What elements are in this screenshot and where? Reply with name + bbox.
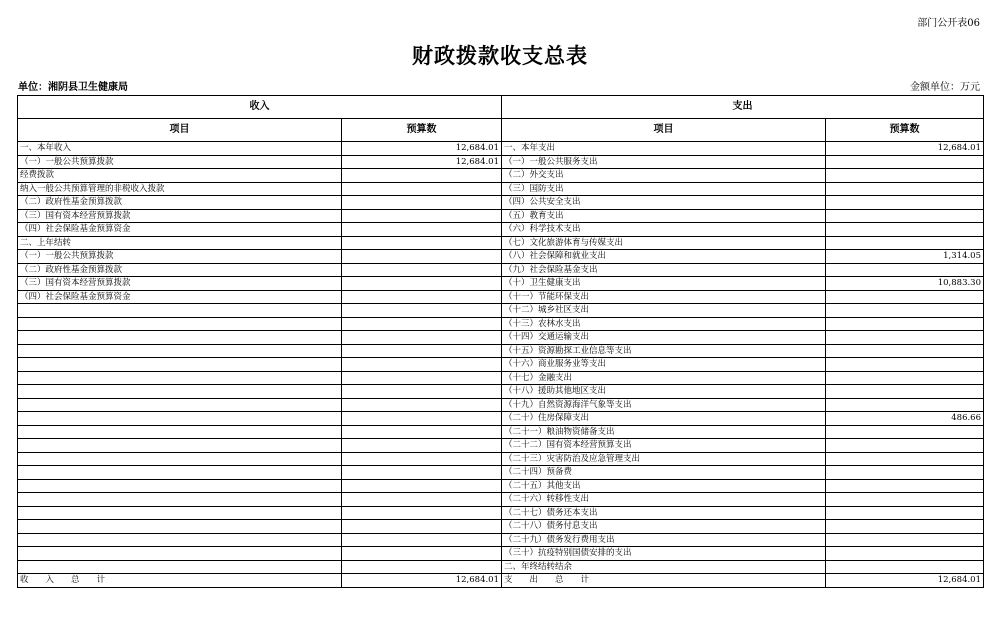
expense-value-cell <box>826 493 984 507</box>
expense-item-cell: （二十三）灾害防治及应急管理支出 <box>502 452 826 466</box>
expense-value-cell <box>826 223 984 237</box>
expense-value-cell <box>826 547 984 561</box>
expense-item-cell: （七）文化旅游体育与传媒支出 <box>502 236 826 250</box>
expense-item-cell: （三）国防支出 <box>502 182 826 196</box>
income-item-cell <box>18 358 342 372</box>
table-row <box>18 344 984 358</box>
expense-item-cell: （六）科学技术支出 <box>502 223 826 237</box>
income-item-cell: （二）政府性基金预算拨款 <box>18 263 342 277</box>
expense-item-cell: （十）卫生健康支出 <box>502 277 826 291</box>
expense-item-cell: （二十四）预备费 <box>502 466 826 480</box>
table-row <box>18 142 984 156</box>
income-item-cell: 二、上年结转 <box>18 236 342 250</box>
income-item-cell: （四）社会保险基金预算资金 <box>18 290 342 304</box>
income-total-value: 12,684.01 <box>342 574 502 588</box>
table-row <box>18 209 984 223</box>
expense-section-header: 支出 <box>502 96 984 119</box>
income-item-cell <box>18 533 342 547</box>
income-item-cell <box>18 304 342 318</box>
income-value-cell <box>342 331 502 345</box>
expense-item-cell: （八）社会保障和就业支出 <box>502 250 826 264</box>
income-value-cell <box>342 209 502 223</box>
income-item-cell <box>18 547 342 561</box>
income-value-cell <box>342 533 502 547</box>
income-budget-header: 预算数 <box>342 119 502 142</box>
expense-item-cell: （十三）农林水支出 <box>502 317 826 331</box>
income-value-cell <box>342 506 502 520</box>
expense-value-cell <box>826 425 984 439</box>
income-item-cell <box>18 479 342 493</box>
income-value-cell <box>342 439 502 453</box>
income-section-header: 收入 <box>18 96 502 119</box>
expense-item-cell: （十二）城乡社区支出 <box>502 304 826 318</box>
income-item-cell <box>18 331 342 345</box>
income-value-cell <box>342 493 502 507</box>
table-row <box>18 196 984 210</box>
income-value-cell <box>342 196 502 210</box>
income-item-cell: （三）国有资本经营预算拨款 <box>18 209 342 223</box>
expense-value-cell <box>826 385 984 399</box>
income-item-cell: 纳入一般公共预算管理的非税收入拨款 <box>18 182 342 196</box>
table-row <box>18 290 984 304</box>
income-value-cell <box>342 385 502 399</box>
income-item-cell: （一）一般公共预算拨款 <box>18 155 342 169</box>
expense-item-cell: （二十八）债务付息支出 <box>502 520 826 534</box>
expense-item-cell: （十五）资源勘探工业信息等支出 <box>502 344 826 358</box>
table-row <box>18 520 984 534</box>
money-unit: 金额单位：万元 <box>910 82 980 93</box>
expense-value-cell: 486.66 <box>826 412 984 426</box>
income-value-cell <box>342 277 502 291</box>
expense-value-cell <box>826 398 984 412</box>
expense-item-cell: （十九）自然资源海洋气象等支出 <box>502 398 826 412</box>
expense-value-cell: 1,314.05 <box>826 250 984 264</box>
expense-item-cell: （二）外交支出 <box>502 169 826 183</box>
expense-value-cell <box>826 209 984 223</box>
expense-budget-header: 预算数 <box>826 119 984 142</box>
income-value-cell <box>342 479 502 493</box>
expense-value-cell <box>826 371 984 385</box>
expense-value-cell <box>826 290 984 304</box>
income-item-cell <box>18 439 342 453</box>
table-row <box>18 439 984 453</box>
income-item-cell <box>18 317 342 331</box>
income-value-cell <box>342 520 502 534</box>
page-title: 财政拨款收支总表 <box>412 43 588 68</box>
income-value-cell <box>342 398 502 412</box>
income-value-cell <box>342 452 502 466</box>
income-item-cell: （二）政府性基金预算拨款 <box>18 196 342 210</box>
table-row <box>18 317 984 331</box>
income-item-cell <box>18 412 342 426</box>
expense-value-cell <box>826 344 984 358</box>
expense-value-cell <box>826 439 984 453</box>
income-item-cell <box>18 466 342 480</box>
income-value-cell <box>342 344 502 358</box>
table-row <box>18 331 984 345</box>
income-value-cell <box>342 358 502 372</box>
income-value-cell <box>342 169 502 183</box>
expense-value-cell <box>826 479 984 493</box>
expense-total-label: 支 出 总 计 <box>502 574 826 588</box>
expense-item-cell: （九）社会保险基金支出 <box>502 263 826 277</box>
table-row <box>18 263 984 277</box>
form-number: 部门公开表06 <box>917 18 980 29</box>
income-item-cell: （一）一般公共预算拨款 <box>18 250 342 264</box>
income-value-cell <box>342 466 502 480</box>
table-row <box>18 425 984 439</box>
income-value-cell <box>342 412 502 426</box>
income-value-cell <box>342 263 502 277</box>
expense-value-cell: 12,684.01 <box>826 142 984 156</box>
income-value-cell: 12,684.01 <box>342 155 502 169</box>
column-header-row <box>18 119 984 142</box>
income-value-cell <box>342 560 502 574</box>
income-value-cell <box>342 250 502 264</box>
expense-value-cell <box>826 196 984 210</box>
table-row <box>18 398 984 412</box>
income-item-cell: 一、本年收入 <box>18 142 342 156</box>
income-item-cell: （四）社会保险基金预算资金 <box>18 223 342 237</box>
income-value-cell <box>342 236 502 250</box>
table-row <box>18 358 984 372</box>
income-value-cell <box>342 182 502 196</box>
table-row <box>18 250 984 264</box>
income-item-cell <box>18 560 342 574</box>
table-row <box>18 182 984 196</box>
expense-item-cell: （十四）交通运输支出 <box>502 331 826 345</box>
expense-item-cell: （一）一般公共服务支出 <box>502 155 826 169</box>
expense-value-cell <box>826 358 984 372</box>
income-total-label: 收 入 总 计 <box>18 574 342 588</box>
table-row <box>18 223 984 237</box>
income-item-cell: 经费拨款 <box>18 169 342 183</box>
income-value-cell <box>342 371 502 385</box>
table-row <box>18 479 984 493</box>
expense-item-cell: （十一）节能环保支出 <box>502 290 826 304</box>
table-row <box>18 385 984 399</box>
expense-item-cell: （十八）援助其他地区支出 <box>502 385 826 399</box>
table-row <box>18 547 984 561</box>
table-row <box>18 236 984 250</box>
expense-value-cell <box>826 155 984 169</box>
income-item-cell <box>18 371 342 385</box>
budget-summary-table <box>17 95 984 588</box>
income-value-cell <box>342 223 502 237</box>
expense-value-cell <box>826 533 984 547</box>
income-item-cell <box>18 425 342 439</box>
income-value-cell <box>342 317 502 331</box>
expense-item-cell: （五）教育支出 <box>502 209 826 223</box>
expense-value-cell <box>826 520 984 534</box>
income-value-cell: 12,684.01 <box>342 142 502 156</box>
expense-item-cell: 一、本年支出 <box>502 142 826 156</box>
expense-item-cell: （二十六）转移性支出 <box>502 493 826 507</box>
income-item-cell <box>18 385 342 399</box>
total-row <box>18 574 984 588</box>
income-item-cell <box>18 398 342 412</box>
table-row <box>18 412 984 426</box>
expense-value-cell <box>826 331 984 345</box>
expense-value-cell <box>826 506 984 520</box>
table-row <box>18 493 984 507</box>
table-row <box>18 371 984 385</box>
expense-item-cell: （二十五）其他支出 <box>502 479 826 493</box>
expense-value-cell <box>826 263 984 277</box>
table-row <box>18 155 984 169</box>
expense-value-cell <box>826 169 984 183</box>
expense-item-cell: （十七）金融支出 <box>502 371 826 385</box>
income-item-header: 项目 <box>18 119 342 142</box>
income-item-cell <box>18 493 342 507</box>
reporting-unit: 单位：湘阴县卫生健康局 <box>18 82 128 93</box>
expense-item-cell: （二十九）债务发行费用支出 <box>502 533 826 547</box>
expense-item-cell: 二、年终结转结余 <box>502 560 826 574</box>
expense-item-cell: （二十七）债务还本支出 <box>502 506 826 520</box>
expense-item-cell: （二十）住房保障支出 <box>502 412 826 426</box>
expense-value-cell <box>826 560 984 574</box>
expense-item-cell: （十六）商业服务业等支出 <box>502 358 826 372</box>
income-value-cell <box>342 290 502 304</box>
income-value-cell <box>342 304 502 318</box>
table-row <box>18 560 984 574</box>
expense-item-cell: （二十二）国有资本经营预算支出 <box>502 439 826 453</box>
table-row <box>18 533 984 547</box>
table-row <box>18 277 984 291</box>
expense-value-cell: 10,883.30 <box>826 277 984 291</box>
income-value-cell <box>342 425 502 439</box>
table-row <box>18 506 984 520</box>
expense-item-cell: （四）公共安全支出 <box>502 196 826 210</box>
expense-item-cell: （二十一）粮油物资储备支出 <box>502 425 826 439</box>
table-row <box>18 169 984 183</box>
income-item-cell: （三）国有资本经营预算拨款 <box>18 277 342 291</box>
income-item-cell <box>18 506 342 520</box>
section-header-row <box>18 96 984 119</box>
income-item-cell <box>18 344 342 358</box>
income-item-cell <box>18 452 342 466</box>
expense-total-value: 12,684.01 <box>826 574 984 588</box>
expense-value-cell <box>826 317 984 331</box>
expense-value-cell <box>826 452 984 466</box>
expense-value-cell <box>826 304 984 318</box>
table-row <box>18 304 984 318</box>
expense-value-cell <box>826 466 984 480</box>
table-row <box>18 466 984 480</box>
expense-item-cell: （三十）抗疫特别国债安排的支出 <box>502 547 826 561</box>
expense-value-cell <box>826 236 984 250</box>
expense-item-header: 项目 <box>502 119 826 142</box>
table-row <box>18 452 984 466</box>
income-value-cell <box>342 547 502 561</box>
income-item-cell <box>18 520 342 534</box>
expense-value-cell <box>826 182 984 196</box>
